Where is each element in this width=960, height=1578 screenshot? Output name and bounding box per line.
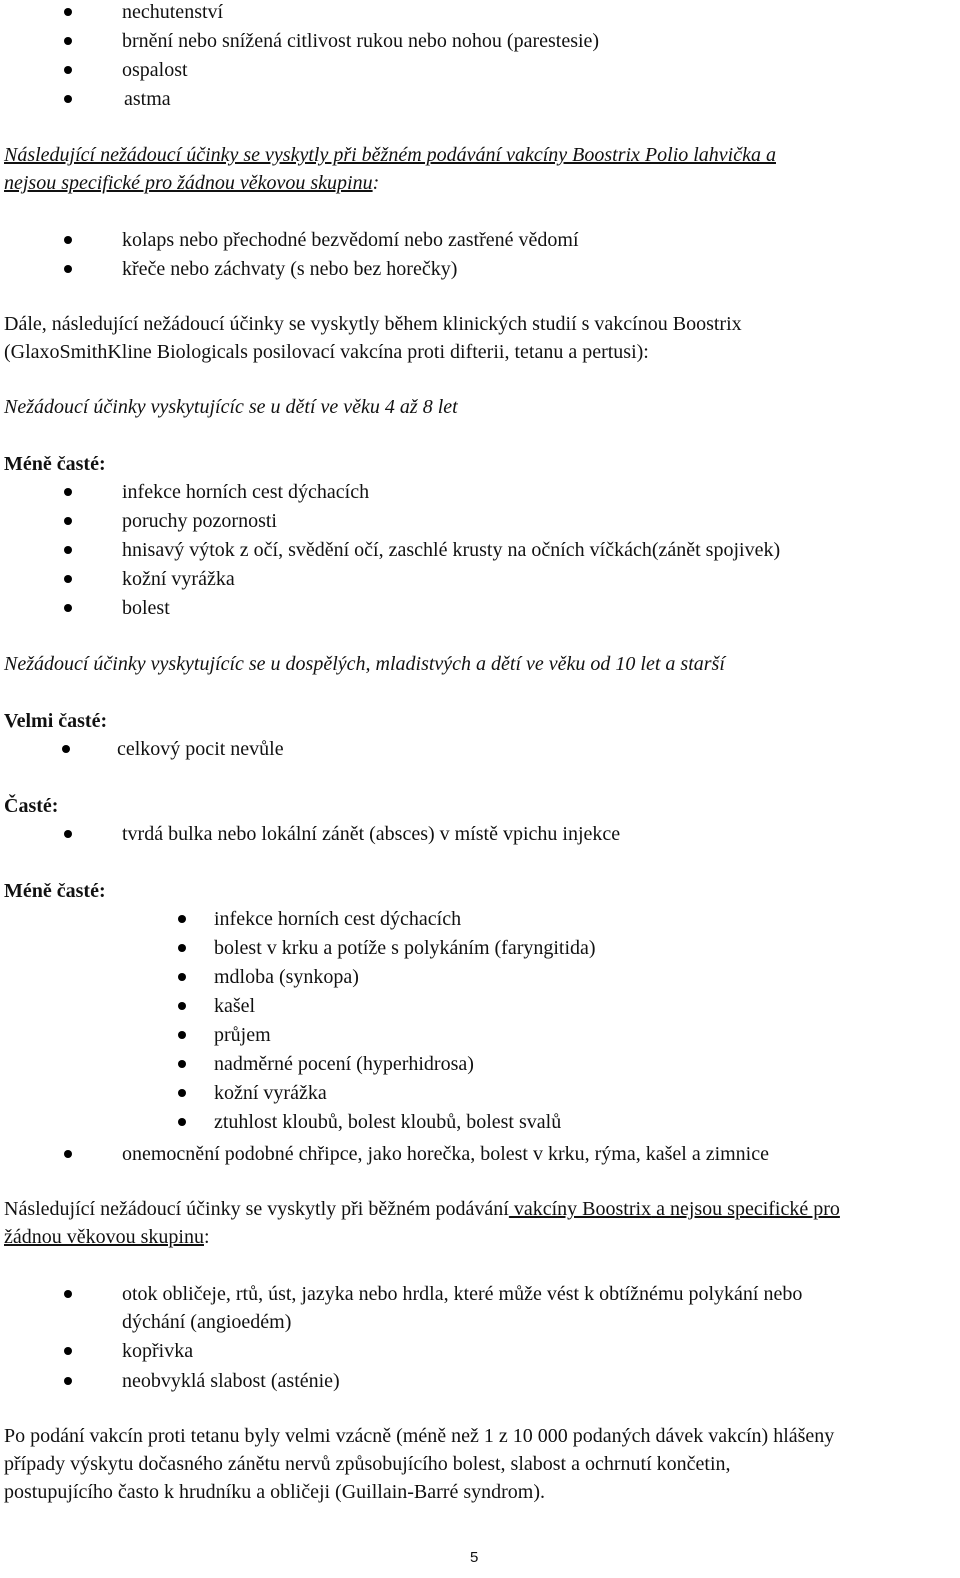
heading-children-4-8: Nežádoucí účinky vyskytujícíc se u dětí ve věku 4 až 8 let xyxy=(4,396,458,418)
list-item: nadměrné pocení (hyperhidrosa) xyxy=(214,1053,474,1075)
list-item: kašel xyxy=(214,995,256,1017)
label-velmi-caste: Velmi časté: xyxy=(4,710,108,732)
list-item: kolaps nebo přechodné bezvědomí nebo zastřené vědomí xyxy=(122,229,579,251)
list-item: průjem xyxy=(214,1024,271,1046)
bullet-icon xyxy=(178,1089,186,1097)
colon: : xyxy=(372,172,380,194)
bullet-icon xyxy=(178,915,186,923)
bullet-icon xyxy=(64,546,72,554)
underlined-text: nejsou specifické pro žádnou věkovou skupinu xyxy=(4,172,373,194)
bullet-icon xyxy=(178,1002,186,1010)
page-number: 5 xyxy=(470,1549,479,1566)
list-item: ospalost xyxy=(122,59,188,81)
list-item: křeče nebo záchvaty (s nebo bez horečky) xyxy=(122,258,458,280)
bullet-icon xyxy=(64,8,72,16)
bullet-icon xyxy=(64,517,72,525)
paragraph-line xyxy=(4,1197,840,1221)
paragraph-line xyxy=(4,171,379,195)
label-mene-caste-adults: Méně časté: xyxy=(4,880,106,902)
list-item: infekce horních cest dýchacích xyxy=(122,481,370,503)
bullet-icon xyxy=(64,37,72,45)
bullet-icon xyxy=(178,1118,186,1126)
bullet-icon xyxy=(64,95,72,103)
paragraph-line: postupujícího často k hrudníku a obličeji (Guillain-Barré syndrom). xyxy=(4,1481,545,1503)
list-item: kožní vyrážka xyxy=(122,568,235,590)
underlined-text: žádnou věkovou skupinu xyxy=(4,1226,204,1248)
list-item-continuation: dýchání (angioedém) xyxy=(122,1311,292,1333)
list-item: celkový pocit nevůle xyxy=(117,738,284,760)
bullet-icon xyxy=(64,265,72,273)
list-item: kožní vyrážka xyxy=(214,1082,327,1104)
bullet-icon xyxy=(64,66,72,74)
paragraph-line: Následující nežádoucí účinky se vyskytly při běžném podávání vakcíny Boostrix Polio lahvička a xyxy=(4,144,776,166)
list-item: nechutenství xyxy=(122,1,224,23)
bullet-icon xyxy=(64,830,72,838)
list-item: kopřivka xyxy=(122,1340,194,1362)
list-item: astma xyxy=(124,88,171,110)
list-item: poruchy pozornosti xyxy=(122,510,277,532)
text-segment: Následující nežádoucí účinky se vyskytly při běžném podávání xyxy=(4,1198,509,1220)
list-item: ztuhlost kloubů, bolest kloubů, bolest svalů xyxy=(214,1111,562,1133)
list-item: otok obličeje, rtů, úst, jazyka nebo hrdla, které může vést k obtížnému polykání nebo xyxy=(122,1283,803,1305)
bullet-icon xyxy=(64,1347,72,1355)
underlined-text: a nejsou specifické pro xyxy=(651,1198,840,1220)
bullet-icon xyxy=(64,575,72,583)
bullet-icon xyxy=(64,1377,72,1385)
list-item: mdloba (synkopa) xyxy=(214,966,359,988)
bullet-icon xyxy=(178,1031,186,1039)
label-caste: Časté: xyxy=(4,795,59,817)
heading-adults-10-plus: Nežádoucí účinky vyskytujícíc se u dospělých, mladistvých a dětí ve věku od 10 let a starší xyxy=(4,653,725,675)
list-item: tvrdá bulka nebo lokální zánět (absces) v místě vpichu injekce xyxy=(122,823,621,845)
bullet-icon xyxy=(178,1060,186,1068)
label-mene-caste: Méně časté: xyxy=(4,453,106,475)
list-item: brnění nebo snížená citlivost rukou nebo nohou (parestesie) xyxy=(122,30,600,52)
list-item: infekce horních cest dýchacích xyxy=(214,908,462,930)
bullet-icon xyxy=(64,236,72,244)
bullet-icon xyxy=(64,1290,72,1298)
colon: : xyxy=(203,1226,210,1248)
paragraph-line xyxy=(4,1225,210,1249)
bullet-icon xyxy=(64,1150,72,1158)
list-item: onemocnění podobné chřipce, jako horečka, bolest v krku, rýma, kašel a zimnice xyxy=(122,1143,769,1165)
list-item: bolest xyxy=(122,597,170,619)
bullet-icon xyxy=(64,604,72,612)
paragraph-line: případy výskytu dočasného zánětu nervů způsobujícího bolest, slabost a ochrnutí končetin, xyxy=(4,1453,731,1475)
underlined-text: vakcíny Boostrix xyxy=(508,1198,652,1220)
bullet-icon xyxy=(64,488,72,496)
list-item: bolest v krku a potíže s polykáním (faryngitida) xyxy=(214,937,596,959)
paragraph-line: Dále, následující nežádoucí účinky se vyskytly během klinických studií s vakcínou Boostrix xyxy=(4,313,742,335)
list-item: hnisavý výtok z očí, svědění očí, zaschlé krusty na očních víčkách(zánět spojivek) xyxy=(122,539,781,561)
paragraph-line: Po podání vakcín proti tetanu byly velmi vzácně (méně než 1 z 10 000 podaných dávek vakcín) hlášeny xyxy=(4,1425,835,1447)
bullet-icon xyxy=(178,973,186,981)
bullet-icon xyxy=(178,944,186,952)
list-item: neobvyklá slabost (asténie) xyxy=(122,1370,340,1392)
bullet-icon xyxy=(62,745,70,753)
paragraph-line: (GlaxoSmithKline Biologicals posilovací vakcína proti difterii, tetanu a pertusi): xyxy=(4,341,649,363)
